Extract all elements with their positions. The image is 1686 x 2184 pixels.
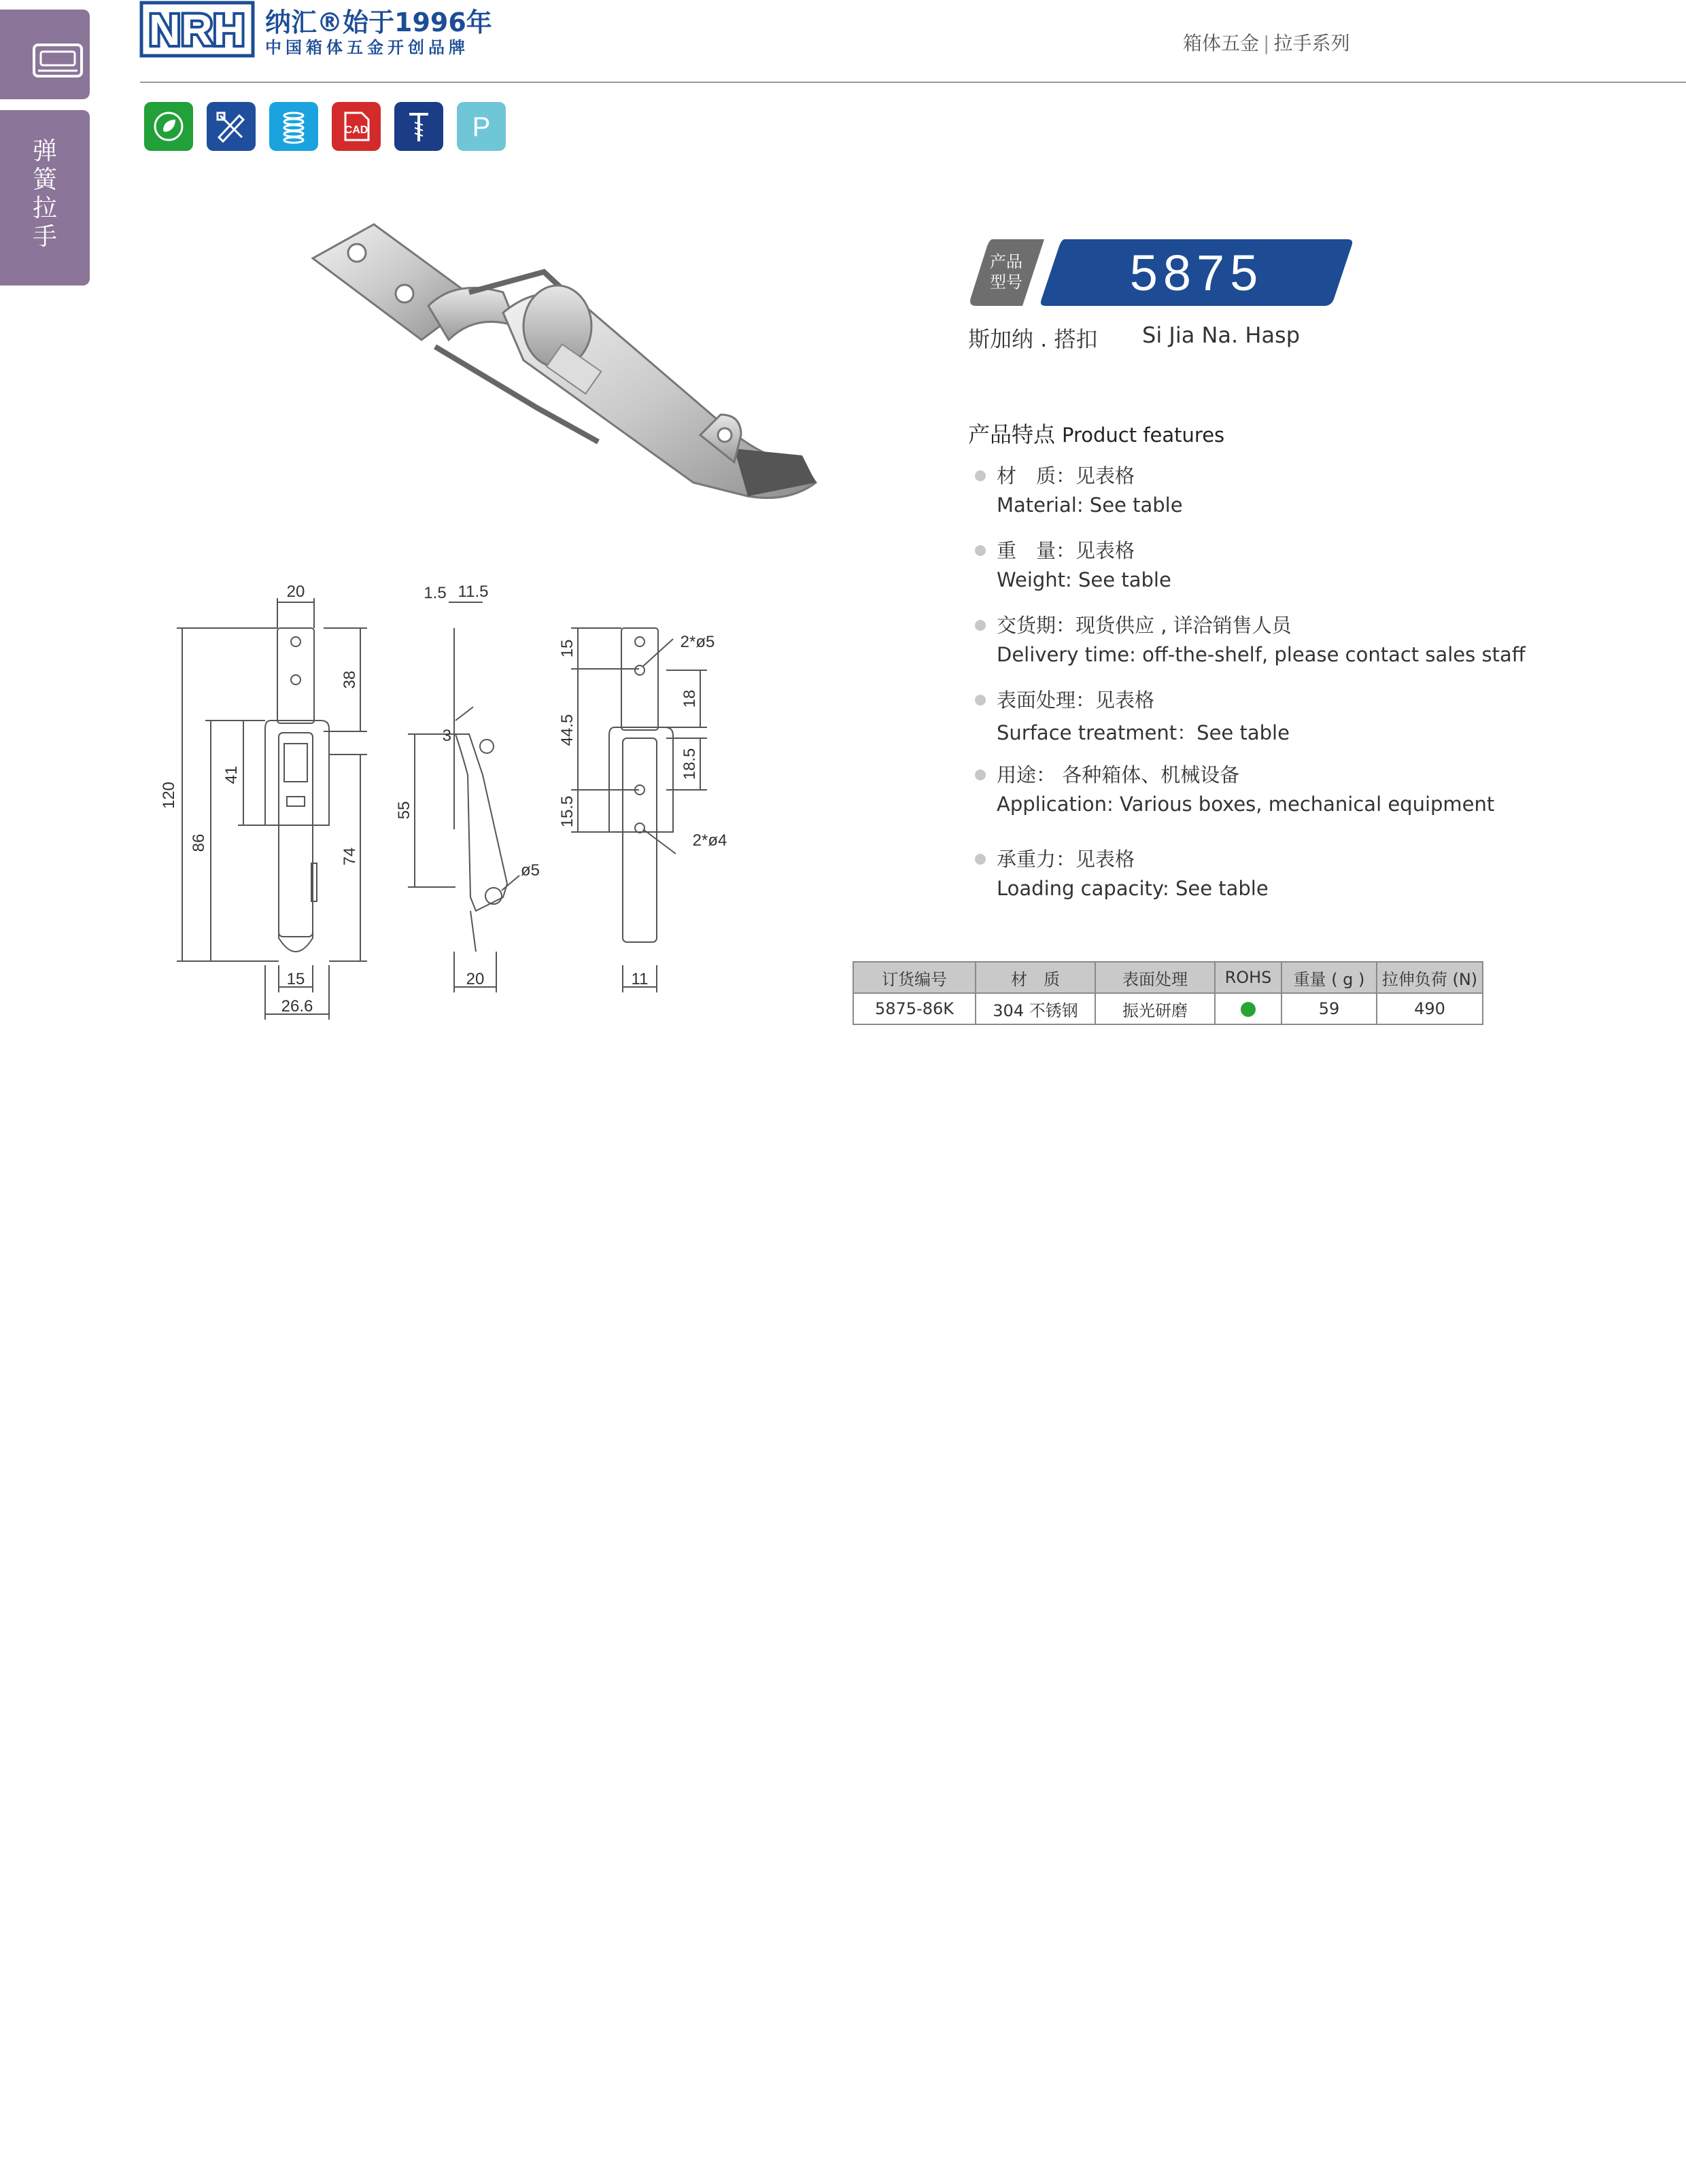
svg-text:44.5: 44.5 [558, 714, 577, 746]
column-header: ROHS [1215, 962, 1281, 993]
rohs-compliant-icon [1241, 1002, 1256, 1017]
svg-text:41: 41 [222, 765, 241, 784]
svg-text:1.5: 1.5 [424, 584, 447, 602]
spring-icon[interactable] [269, 102, 318, 151]
svg-text:CAD: CAD [344, 124, 368, 136]
table-row [853, 993, 1483, 1024]
svg-text:15.5: 15.5 [558, 795, 577, 828]
bullet-icon [975, 620, 986, 631]
model-label: 产品 型号 [990, 252, 1022, 292]
column-header: 订货编号 [853, 962, 976, 993]
svg-text:P: P [472, 112, 491, 142]
bullet-icon [975, 545, 986, 556]
sidebar-category-label: 弹 簧 拉 手 [32, 137, 57, 251]
technical-drawing [160, 571, 748, 1033]
bullet-icon [975, 470, 986, 481]
model-number: 5875 [1129, 244, 1264, 301]
svg-text:86: 86 [190, 833, 208, 852]
load-cell: 490 [1377, 993, 1483, 1024]
svg-text:26.6: 26.6 [281, 997, 313, 1016]
sidebar-category-tab[interactable] [0, 110, 90, 285]
brand-tagline: 中国箱体五金开创品牌 [265, 38, 469, 57]
features-title: 产品特点 Product features [968, 421, 1225, 447]
eco-leaf-icon[interactable] [144, 102, 193, 151]
column-header: 表面处理 [1095, 962, 1215, 993]
finish-cell: 振光研磨 [1095, 993, 1215, 1024]
bullet-icon [975, 854, 986, 865]
svg-text:2*ø4: 2*ø4 [692, 831, 727, 850]
back-view [571, 628, 707, 992]
column-header: 拉伸负荷 (N) [1377, 962, 1483, 993]
product-name-cn: 斯加纳 . 搭扣 [968, 326, 1098, 352]
header-divider [140, 82, 1686, 83]
sidebar-icon-tab[interactable] [0, 10, 90, 99]
svg-text:NRH: NRH [149, 5, 245, 54]
front-view [177, 598, 367, 1020]
svg-text:18: 18 [681, 689, 699, 708]
svg-text:15: 15 [286, 970, 305, 988]
column-header: 重量 ( g ) [1281, 962, 1377, 993]
svg-text:3: 3 [442, 727, 451, 745]
bullet-icon [975, 695, 986, 706]
table-header-row [853, 962, 1483, 993]
material-cell: 304 不锈钢 [976, 993, 1095, 1024]
svg-text:55: 55 [395, 801, 413, 820]
rohs-cell [1215, 993, 1281, 1024]
weight-cell: 59 [1281, 993, 1377, 1024]
svg-text:2*ø5: 2*ø5 [680, 633, 715, 651]
svg-text:15: 15 [558, 639, 577, 658]
product-name-en: Si Jia Na. Hasp [1142, 322, 1301, 348]
brand-name: 纳汇®始于1996年 [265, 7, 492, 37]
nrh-logo [140, 0, 249, 58]
breadcrumb-item[interactable]: 拉手系列 [1273, 32, 1350, 54]
svg-text:74: 74 [341, 847, 359, 866]
svg-text:120: 120 [160, 781, 178, 810]
column-header: 材 质 [976, 962, 1095, 993]
product-photo [299, 211, 829, 564]
svg-text:ø5: ø5 [520, 861, 540, 880]
breadcrumb-item[interactable]: 箱体五金 [1183, 32, 1260, 54]
spec-table [853, 961, 1483, 1025]
svg-text:11: 11 [631, 970, 649, 988]
latch-icon [0, 10, 90, 99]
cad-icon[interactable] [332, 102, 381, 151]
svg-text:11.5: 11.5 [458, 583, 489, 601]
side-view [408, 602, 519, 992]
svg-text:20: 20 [286, 583, 305, 601]
p-icon[interactable] [457, 102, 506, 151]
order-code-cell: 5875-86K [853, 993, 976, 1024]
bullet-icon [975, 769, 986, 780]
svg-text:18.5: 18.5 [681, 748, 699, 780]
screw-icon[interactable] [394, 102, 443, 151]
svg-text:38: 38 [341, 670, 359, 689]
svg-text:20: 20 [466, 970, 485, 988]
breadcrumb: 箱体五金 | 拉手系列 [1183, 32, 1350, 54]
design-tools-icon[interactable] [207, 102, 256, 151]
